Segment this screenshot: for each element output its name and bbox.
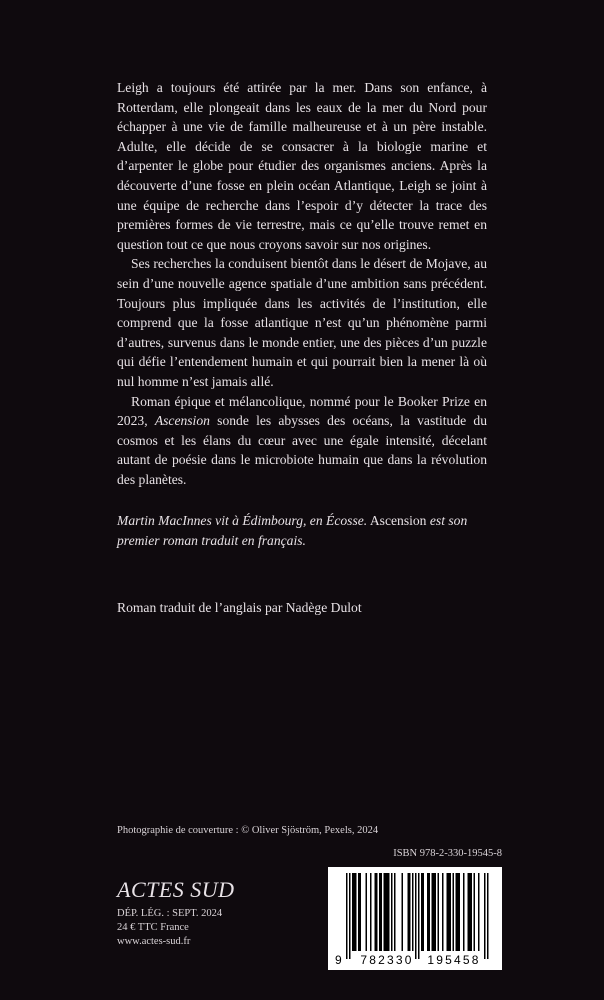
barcode-bar xyxy=(433,873,435,951)
barcode-bar xyxy=(469,873,471,951)
barcode-bar xyxy=(478,873,480,951)
barcode-bar xyxy=(418,873,420,959)
price: 24 € TTC France xyxy=(117,922,189,933)
barcode-bar xyxy=(427,873,429,951)
barcode-bar xyxy=(384,873,386,951)
barcode-bar xyxy=(394,873,396,951)
barcode-bar xyxy=(354,873,356,951)
publication-info xyxy=(117,907,222,949)
barcode-bar xyxy=(375,873,377,951)
photo-credit: Photographie de couverture : © Oliver Sjöström, Pexels, 2024 xyxy=(117,825,379,836)
barcode-bar xyxy=(381,873,383,951)
barcode-bar xyxy=(379,873,381,951)
blurb-paragraph-1: Leigh a toujours été attirée par la mer. Dans son enfance, à Rotterdam, elle plongeait dans les eaux de la mer du Nord pour échapper à une vie de famille malheureuse et à un père instable. Adulte, elle décide de se consacrer à la biologie marine et d’arpenter le globe pour étudier des organismes anciens. Après la découverte d’une fosse en plein océan Atlantique, Leigh se joint à une équipe de recherche dans l’espoir d’y détecter la trace des premières formes de vie terrestre, mais ce qu’elle trouve remet en question tout ce que nous croyons savoir sur nos origines. xyxy=(117,80,487,252)
author-note-title: Ascension xyxy=(369,513,427,528)
barcode-bar xyxy=(471,873,473,951)
blurb-paragraph-3-end: sonde les abysses des océans, la vastitude du cosmos et les élans du cœur avec une égale intensité, décelant autant de poésie dans le microbiote humain que dans la révolution des planètes. xyxy=(117,413,487,487)
book-title-inline: Ascension xyxy=(154,413,210,429)
author-note-part-1: Martin MacInnes vit à Édimbourg, en Écosse. xyxy=(117,513,368,528)
barcode-bar xyxy=(346,873,348,959)
barcode-bar xyxy=(429,873,431,951)
barcode-first-digit: 9 xyxy=(335,953,342,967)
translator-credit: Roman traduit de l’anglais par Nadège Dulot xyxy=(117,600,362,615)
barcode-bar xyxy=(358,873,360,951)
barcode-left-digits: 782330 xyxy=(360,953,414,967)
barcode-bar xyxy=(355,873,357,951)
barcode-bar xyxy=(408,873,410,951)
barcode-bar xyxy=(385,873,387,951)
barcode-bar xyxy=(442,873,444,951)
barcode-bar xyxy=(474,873,476,951)
barcode-bar xyxy=(432,873,434,951)
barcode-bar xyxy=(415,873,417,959)
barcode-bar xyxy=(459,873,461,951)
barcode-bar xyxy=(450,873,452,951)
back-cover-blurb xyxy=(117,78,487,489)
legal-deposit: DÉP. LÉG. : SEPT. 2024 xyxy=(117,908,223,919)
barcode-bars xyxy=(346,873,489,959)
barcode-bar xyxy=(349,873,351,959)
barcode-bar xyxy=(421,873,423,951)
barcode-bar xyxy=(376,873,378,951)
barcode-bar xyxy=(448,873,450,951)
barcode-bar xyxy=(468,873,470,951)
barcode-bar xyxy=(402,873,404,951)
publisher-logo: ACTES SUD xyxy=(117,877,235,902)
barcode-bar xyxy=(484,873,486,959)
barcode-bar xyxy=(487,873,489,959)
barcode-bar xyxy=(435,873,437,951)
blurb-paragraph-3-start: Roman épique et mélancolique, nommé pour le Booker Prize en 2023, xyxy=(117,393,487,429)
barcode-bar xyxy=(387,873,389,951)
barcode-bar xyxy=(453,873,455,951)
barcode-bar xyxy=(352,873,354,951)
barcode-bar xyxy=(360,873,362,951)
barcode-bar xyxy=(391,873,393,951)
author-note xyxy=(117,511,497,550)
barcode-bar xyxy=(423,873,425,951)
isbn-label: ISBN 978-2-330-19545-8 xyxy=(393,848,502,859)
barcode-graphic xyxy=(328,867,502,970)
barcode-bar xyxy=(388,873,390,951)
barcode-bar xyxy=(412,873,414,951)
barcode-right-digits: 195458 xyxy=(427,953,481,967)
barcode-bar xyxy=(366,873,368,951)
author-note-part-2: est son premier roman traduit en français. xyxy=(117,513,468,548)
barcode-bar xyxy=(457,873,459,951)
publisher-website: www.actes-sud.fr xyxy=(117,936,191,947)
barcode-bar xyxy=(409,873,411,951)
barcode-bar xyxy=(463,873,465,951)
blurb-paragraph-3 xyxy=(117,392,487,490)
barcode-bar xyxy=(447,873,449,951)
blurb-paragraph-2: Ses recherches la conduisent bientôt dans le désert de Mojave, au sein d’une nouvelle agence spatiale d’une ambition sans précédent. Toujours plus impliquée dans les activités de l’institution, elle comprend que la fosse atlantique n’est qu’un phénomène parmi d’autres, survenus dans le monde entier, une des pièces d’un puzzle qui défie l’entendement humain et qui pourrait bien la mener là où nul homme n’est jamais allé. xyxy=(117,256,487,389)
barcode xyxy=(328,867,502,970)
barcode-bar xyxy=(438,873,440,951)
barcode-bar xyxy=(456,873,458,951)
barcode-bar xyxy=(370,873,372,951)
